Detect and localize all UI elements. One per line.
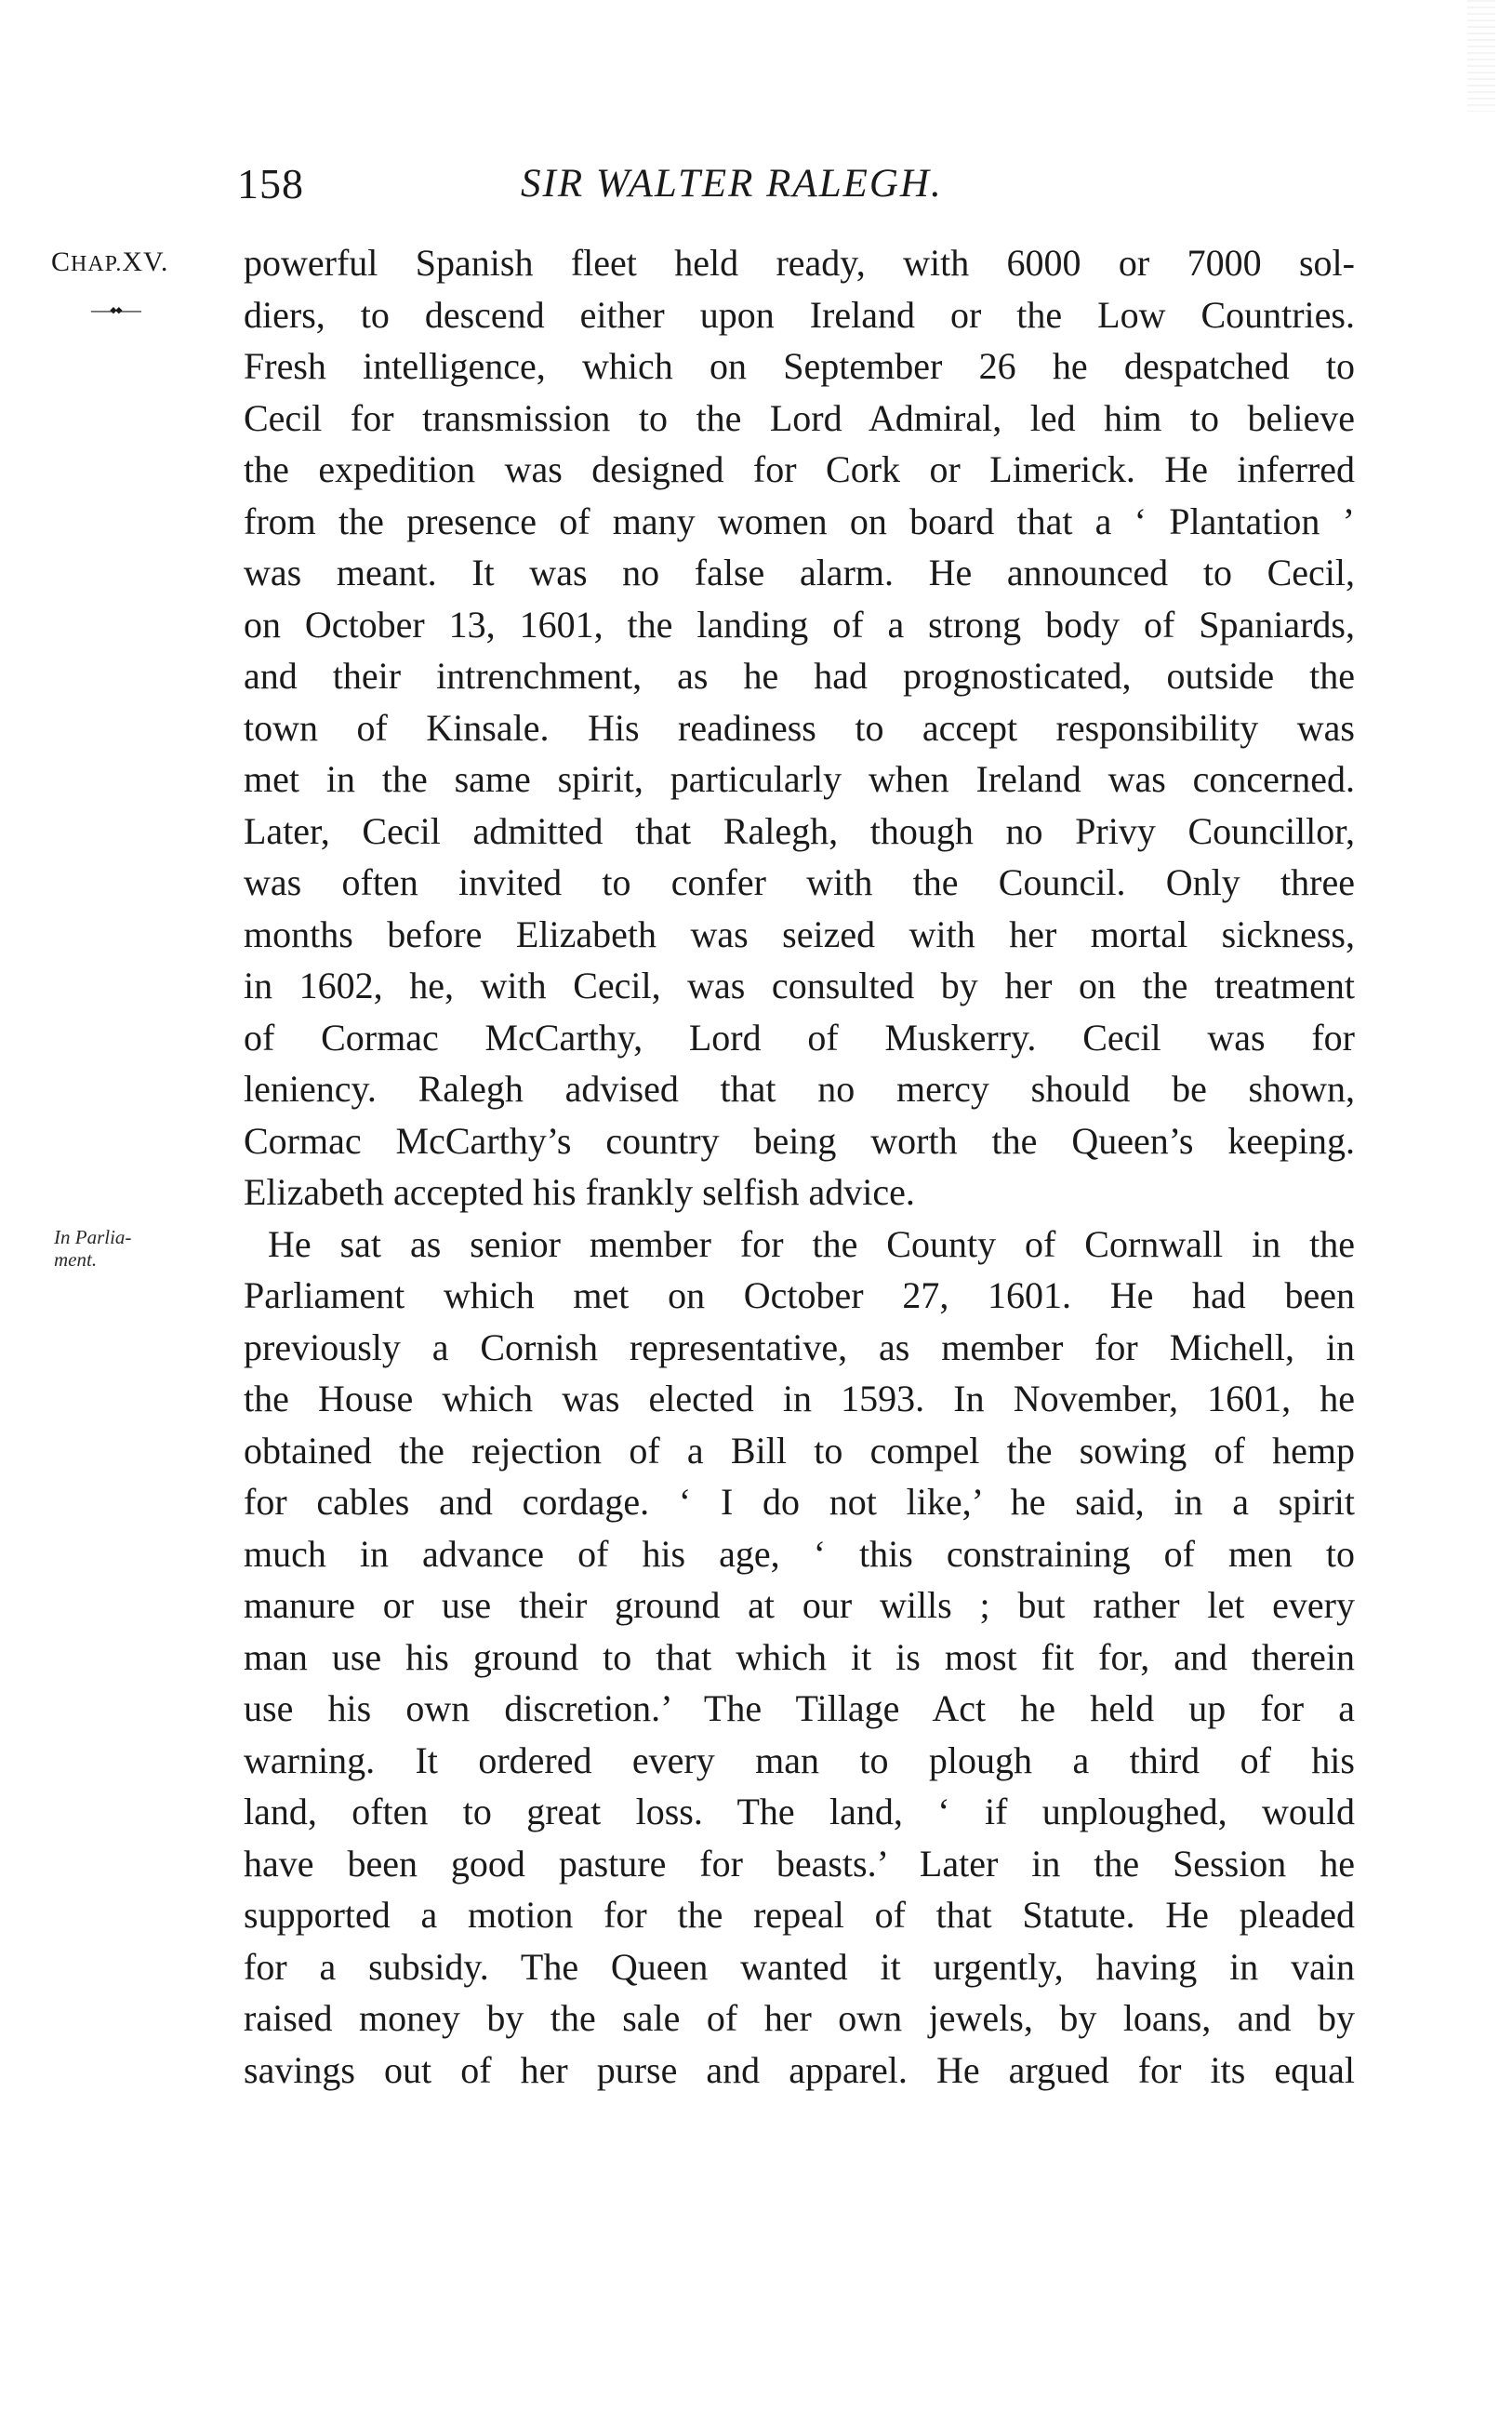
running-title: SIR WALTER RALEGH. (521, 162, 943, 206)
page-number: 158 (237, 160, 304, 207)
text-line: diers, to descend either upon Ireland or the Low Countries. (244, 293, 1355, 336)
text-line: Cecil for transmission to the Lord Admiral, led him to believe (244, 396, 1355, 439)
text-line: was often invited to confer with the Council. Only three (244, 861, 1355, 903)
chapter-label (51, 237, 168, 289)
text-line: for a subsidy. The Queen wanted it urgently, having in vain (244, 1945, 1355, 1988)
text-line: manure or use their ground at our wills ; but rather let every (244, 1584, 1355, 1626)
text-line: raised money by the sale of her own jewels, by loans, and by (244, 1997, 1355, 2039)
text-line: supported a motion for the repeal of that Statute. He pleaded (244, 1894, 1355, 1936)
text-line: leniency. Ralegh advised that no mercy should be shown, (244, 1068, 1355, 1110)
text-line: savings out of her purse and apparel. He argued for its equal (244, 2048, 1355, 2091)
running-head (237, 156, 1362, 212)
text-line: obtained the rejection of a Bill to compel the sowing of hemp (244, 1429, 1355, 1472)
text-line-paragraph-start: He sat as senior member for the County of Cornwall in the (268, 1222, 1355, 1265)
text-line: was meant. It was no false alarm. He announced to Cecil, (244, 552, 1355, 593)
text-line: on October 13, 1601, the landing of a strong body of Spaniards, (244, 603, 1355, 646)
edge-speckle (1467, 0, 1495, 112)
chapter-ornament: —⬩⬩— (91, 298, 139, 321)
text-line: Elizabeth accepted his frankly selfish advice. (244, 1171, 915, 1213)
text-line: Fresh intelligence, which on September 26 he despatched to (244, 345, 1355, 387)
text-line: in 1602, he, with Cecil, was consulted by her on the treatment (244, 965, 1355, 1006)
text-line: Cormac McCarthy’s country being worth the Queen’s keeping. (244, 1119, 1355, 1162)
text-line: warning. It ordered every man to plough a third of his (244, 1738, 1355, 1781)
text-line: the expedition was designed for Cork or Limerick. He inferred (244, 448, 1355, 490)
text-line: Parliament which met on October 27, 1601. He had been (244, 1274, 1355, 1316)
text-line: met in the same spirit, particularly when Ireland was concerned. (244, 758, 1355, 800)
sidenote-in-parliament (54, 1226, 193, 1271)
text-line: and their intrenchment, as he had prognosticated, outside the (244, 655, 1355, 697)
text-line: powerful Spanish fleet held ready, with 6000 or 7000 sol- (244, 242, 1355, 284)
text-line: land, often to great loss. The land, ‘ if unploughed, would (244, 1791, 1355, 1832)
text-line: months before Elizabeth was seized with her mortal sickness, (244, 912, 1355, 955)
sidenote-line: ment. (54, 1248, 98, 1271)
text-line: the House which was elected in 1593. In November, 1601, he (244, 1378, 1355, 1419)
sidenote-line: In Parlia- (54, 1226, 132, 1248)
text-line: for cables and cordage. ‘ I do not like,’ he said, in a spirit (244, 1481, 1355, 1523)
text-line: have been good pasture for beasts.’ Later in the Session he (244, 1842, 1355, 1885)
text-line: use his own discretion.’ The Tillage Act he held up for a (244, 1687, 1355, 1729)
text-line: town of Kinsale. His readiness to accept responsibility was (244, 706, 1355, 749)
text-line: previously a Cornish representative, as member for Michell, in (244, 1325, 1355, 1368)
text-line: much in advance of his age, ‘ this constraining of men to (244, 1532, 1355, 1575)
text-line: man use his ground to that which it is most fit for, and therein (244, 1635, 1355, 1678)
body-text (244, 237, 1355, 2096)
text-line: Later, Cecil admitted that Ralegh, though no Privy Councillor, (244, 809, 1355, 852)
text-line: of Cormac McCarthy, Lord of Muskerry. Cecil was for (244, 1016, 1355, 1059)
chapter-label-prefix: C (51, 246, 72, 277)
text-line: from the presence of many women on board that a ‘ Plantation ’ (244, 500, 1355, 542)
chapter-label-number: XV. (122, 246, 169, 277)
chapter-label-small: HAP. (71, 252, 123, 276)
